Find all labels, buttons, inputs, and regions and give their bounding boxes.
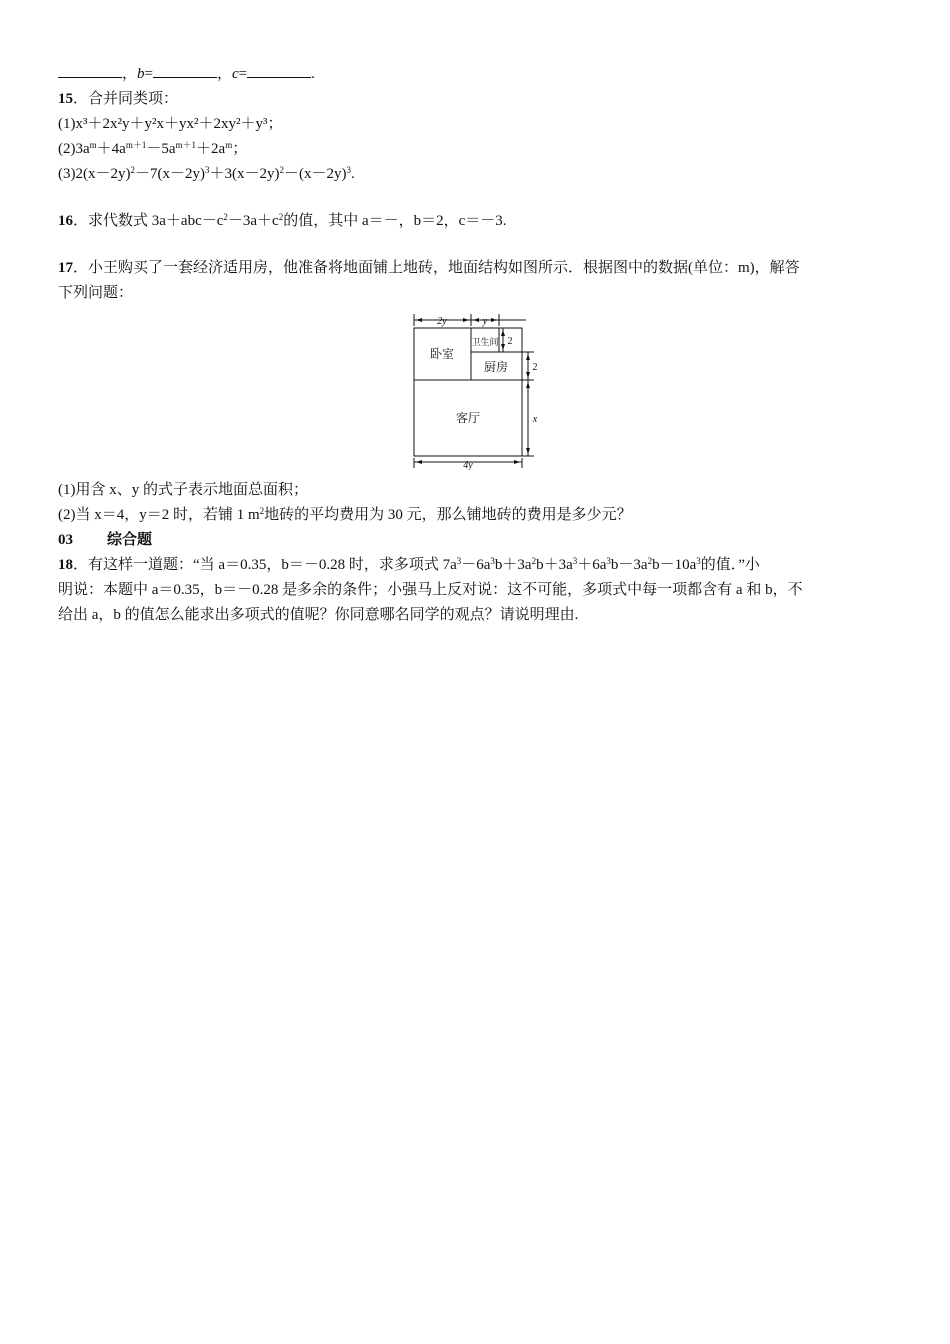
period: . [311,66,315,82]
var-c: c [232,66,239,82]
separator: ， [122,66,138,82]
dim-label-x: x [532,414,538,425]
exponent: 3 [204,165,210,175]
expr-term: ＋4a [96,141,126,157]
document-page [58,62,894,628]
dim-label-2y: 2y [437,316,447,327]
question-number: 16 [58,213,73,229]
room-label-bedroom: 卧室 [429,347,455,361]
exponent: 3 [606,556,611,566]
exponent: 3 [456,556,462,566]
question-text: b＋3a [536,557,573,573]
question-text: 的值，其中 a＝－，b＝2，c＝－3. [283,213,507,229]
q14-answer-line [58,62,894,87]
expr-term: －(x－2y) [283,166,347,182]
expr-term: (3)2(x－2y) [58,166,131,182]
exponent: 3 [490,556,495,566]
exponent: 3 [696,556,701,566]
equals: = [144,66,153,82]
floor-plan-diagram [406,310,546,470]
answer-blank-b[interactable] [153,63,217,78]
expr-term: . [350,166,355,182]
exponent: 2 [259,506,265,516]
answer-blank-c[interactable] [247,63,311,78]
q15-part2 [58,137,894,162]
expr-term: －7(x－2y) [134,166,205,182]
exponent: 2 [223,212,228,222]
room-label-bathroom: 卫生间 [471,337,499,347]
question-text: (2)当 x＝4，y＝2 时，若铺 1 m [58,507,260,523]
q15-part1: (1)x³＋2x²y＋y²x＋yx²＋2xy²＋y³； [58,116,283,132]
equals: = [238,66,248,82]
exponent: m [89,140,97,150]
section-heading [58,528,894,553]
question-number: 17 [58,260,73,276]
floor-plan-figure [406,310,546,470]
section-title: 综合题 [107,532,153,548]
question-text: b－10a [652,557,697,573]
question-text: ＋6a [577,557,607,573]
question-number: 15 [58,91,73,107]
exponent: 2 [531,556,537,566]
q17-part2 [58,503,894,528]
exponent: m＋1 [175,140,197,150]
q17-intro-line2: 下列问题： [58,285,134,301]
dim-label-2-kitchen: 2 [532,362,538,373]
question-text: b＋3a [494,557,532,573]
question-text: 地砖的平均费用为 30 元，那么铺地砖的费用是多少元？ [264,507,632,523]
var-b: b [137,66,145,82]
q18-line3: 给出 a，b 的值怎么能求出多项式的值呢？你同意哪名同学的观点？请说明理由. [58,607,579,623]
exponent: 3 [346,165,351,175]
dim-label-4y: 4y [463,460,473,470]
question-text: ．合并同类项： [73,91,179,107]
q18-line1 [58,553,894,578]
answer-blank-a[interactable] [58,63,122,78]
exponent: 2 [130,165,135,175]
room-label-kitchen: 厨房 [483,360,509,374]
q16 [58,209,894,234]
question-text: ．求代数式 3a＋abc－c [73,213,224,229]
q17-part1: (1)用含 x、y 的式子表示地面总面积； [58,482,308,498]
question-text: ．小王购买了一套经济适用房，他准备将地面铺上地砖，地面结构如图所示．根据图中的数据(单位：m)，解答 [73,260,800,276]
expr-term: ＋2a [196,141,226,157]
exponent: 2 [279,165,284,175]
exponent: 3 [572,556,578,566]
room-label-living-room: 客厅 [455,411,481,425]
exponent: m＋1 [125,140,147,150]
separator: ， [216,66,232,82]
expr-term: ＋3(x－2y) [209,166,280,182]
question-text: ．有这样一道题：“当 a＝0.35，b＝－0.28 时，求多项式 7a [73,557,457,573]
expr-term: (2)3a [58,141,90,157]
exponent: m [225,140,233,150]
expr-term: －5a [146,141,176,157]
question-number: 18 [58,557,73,573]
question-text: 的值．”小 [700,557,760,573]
question-text: －3a＋c [227,213,279,229]
dim-label-y: y [482,316,488,327]
dim-label-2-bathroom: 2 [507,336,513,347]
exponent: 2 [647,556,653,566]
question-text: －6a [461,557,491,573]
q17-intro-line1 [58,256,894,281]
question-text: b－3a [610,557,648,573]
q18-line2: 明说：本题中 a＝0.35，b＝－0.28 是多余的条件；小强马上反对说：这不可能，多项式中每一项都含有 a 和 b，不 [58,582,803,598]
exponent: 2 [278,212,284,222]
q15-part3 [58,162,894,187]
expr-term: ； [232,141,248,157]
section-number: 03 [58,532,73,548]
q15-title [58,87,894,112]
